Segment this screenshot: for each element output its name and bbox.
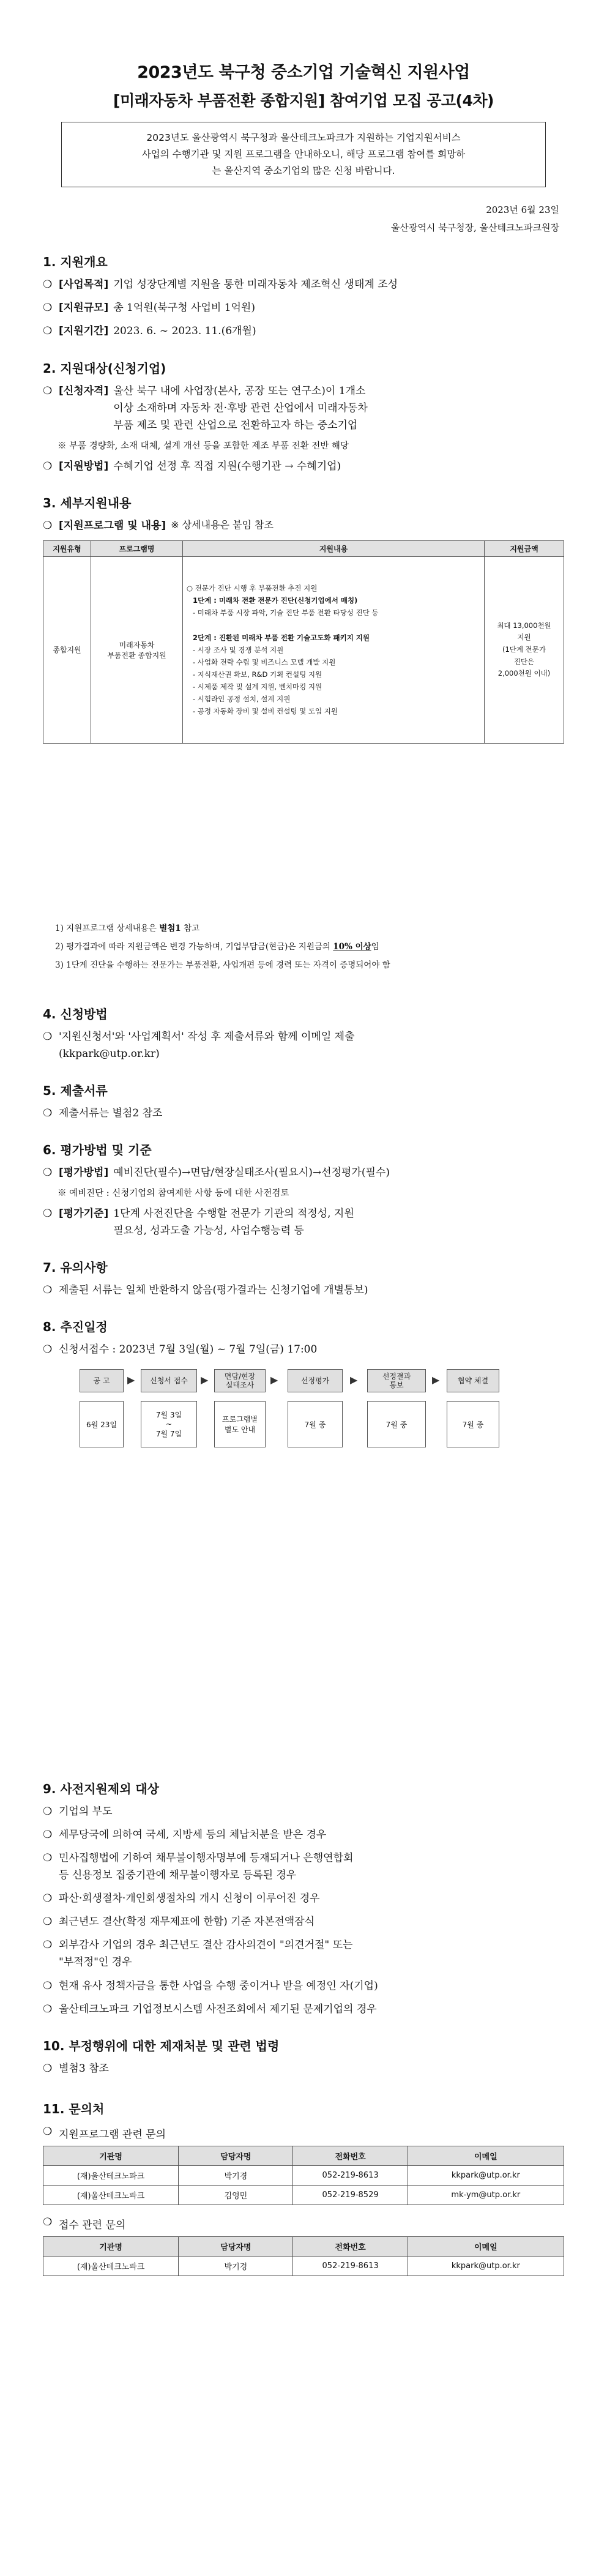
item-text [113, 1205, 564, 1239]
col-header: 담당자명 [179, 2236, 293, 2256]
exclusion-line: 등 신용정보 집중기관에 채무불이행자로 등록된 경우 [59, 1869, 297, 1882]
item-sanction [43, 2060, 564, 2077]
col-header: 지원내용 [183, 540, 485, 556]
flow-head [367, 1369, 426, 1392]
flow-body-line: ~ [165, 1420, 173, 1429]
item-purpose [43, 276, 564, 293]
flow-head-line: 면담/현장 [224, 1372, 256, 1381]
apply-line: '지원신청서'와 '사업계획서' 작성 후 제출서류와 함께 이메일 제출 [59, 1030, 355, 1043]
item-text: 2023. 6. ~ 2023. 11.(6개월) [113, 325, 256, 338]
fn-text: 참고 [181, 923, 200, 933]
detail-line: 1단계 : 미래차 전환 전문가 진단(신청기업에서 매칭) [193, 596, 358, 605]
flow-head-line: 통보 [389, 1381, 404, 1390]
item-method [43, 458, 564, 475]
section-5-title: 5. 제출서류 [43, 1083, 108, 1098]
item-text [113, 383, 564, 434]
cell-email[interactable]: mk-ym@utp.or.kr [408, 2185, 564, 2205]
bullet-icon: ❍ [43, 1979, 53, 1992]
item-key: [지원규모] [59, 302, 109, 315]
flow-arrow-icon: ▶ [270, 1374, 278, 1386]
detail-line: - 시제품 제작 및 설계 지원, 벤치마킹 지원 [193, 682, 322, 692]
flow-body [141, 1401, 197, 1447]
item-program [43, 517, 564, 534]
intro-line: 는 울산지역 중소기업의 많은 신청 바랍니다. [212, 165, 395, 177]
section-10-title: 10. 부정행위에 대한 제재처분 및 관련 법령 [43, 2038, 280, 2053]
bullet-icon: ❍ [43, 1166, 53, 1179]
support-program [91, 556, 183, 743]
item-eval-method [43, 1164, 564, 1181]
item-schedule [43, 1341, 564, 1358]
item-caution [43, 1282, 564, 1299]
notice-title: 2023년도 북구청 중소기업 기술혁신 지원사업 [137, 63, 470, 82]
bullet-icon: ❍ [43, 1939, 53, 1952]
bullet-icon: ❍ [43, 2062, 53, 2075]
col-header: 프로그램명 [91, 540, 183, 556]
col-header: 기관명 [43, 2236, 179, 2256]
schedule-flow [43, 1369, 564, 1473]
contact-sub-1 [43, 2126, 564, 2141]
support-amount [485, 556, 564, 743]
item-key: [지원방법] [59, 460, 109, 472]
item-text: 제출서류는 별첨2 참조 [59, 1107, 163, 1119]
flow-body [214, 1401, 266, 1447]
bullet-icon: ❍ [43, 1892, 53, 1905]
flow-head: 협약 체결 [447, 1369, 499, 1392]
footnote-2 [43, 939, 564, 952]
cell-email[interactable]: kkpark@utp.or.kr [408, 2256, 564, 2275]
section-4-title: 4. 신청방법 [43, 1006, 108, 1021]
support-table [43, 540, 564, 744]
intro-line: 2023년도 울산광역시 북구청과 울산테크노파크가 지원하는 기업지원서비스 [146, 132, 461, 143]
flow-head [214, 1369, 266, 1392]
section-1-title: 1. 지원개요 [43, 255, 108, 270]
bullet-icon: ❍ [43, 325, 53, 338]
exclusion-line: "부적정"인 경우 [59, 1956, 132, 1969]
fn-text: 임 [371, 941, 379, 952]
table-row [43, 2185, 564, 2205]
col-header: 이메일 [408, 2236, 564, 2256]
exclusion-line: 민사집행법에 기하여 채무불이행자명부에 등재되거나 은행연합회 [59, 1852, 354, 1865]
flow-head-line: 실태조사 [225, 1381, 255, 1390]
flow-body-line: 7월 7일 [155, 1430, 182, 1439]
exclusion-item [43, 1826, 564, 1843]
apply-line: (kkpark@utp.or.kr) [59, 1047, 160, 1060]
bullet-icon: ❍ [43, 460, 53, 472]
criteria-line: 필요성, 성과도출 가능성, 사업수행능력 등 [113, 1224, 304, 1237]
col-header: 지원금액 [485, 540, 564, 556]
flow-body: 7월 중 [288, 1401, 343, 1447]
bullet-icon: ❍ [43, 1852, 53, 1865]
section-2-title: 2. 지원대상(신청기업) [43, 360, 166, 376]
cell-person: 김영민 [179, 2185, 293, 2205]
item-text: 최근년도 결산(확정 재무제표에 한함) 기준 자본전액잠식 [59, 1916, 315, 1928]
support-type: 종합지원 [43, 556, 91, 743]
sub-title: 지원프로그램 관련 문의 [59, 2128, 166, 2141]
flow-head: 공 고 [80, 1369, 124, 1392]
cell-org: (재)울산테크노파크 [43, 2185, 179, 2205]
section-8-title: 8. 추진일정 [43, 1320, 108, 1335]
section-6-title: 6. 평가방법 및 기준 [43, 1142, 152, 1157]
flow-head: 선정평가 [288, 1369, 343, 1392]
col-header: 전화번호 [293, 2236, 408, 2256]
section-3-title: 3. 세부지원내용 [43, 495, 132, 510]
target-line: 울산 북구 내에 사업장(본사, 공장 또는 연구소)이 1개소 [113, 384, 366, 397]
amount-line: (1단계 전문가 [502, 644, 546, 654]
flow-body: 7월 중 [447, 1401, 499, 1447]
item-text [59, 1850, 564, 1884]
item-text: 수혜기업 선정 후 직접 지원(수행기관 → 수혜기업) [113, 460, 341, 472]
blank-space [43, 1473, 564, 1761]
col-header: 기관명 [43, 2146, 179, 2165]
detail-line: ○ 전문가 진단 시행 후 부품전환 추진 지원 [187, 584, 318, 593]
item-text: 신청서접수 : 2023년 7월 3일(월) ~ 7월 7일(금) 17:00 [59, 1343, 318, 1356]
item-eval-criteria [43, 1205, 564, 1239]
bullet-icon: ❍ [43, 2216, 53, 2228]
item-key: [사업목적] [59, 278, 109, 291]
item-key: [평가기준] [59, 1207, 109, 1220]
exclusion-item [43, 2001, 564, 2018]
section-11-title: 11. 문의처 [43, 2101, 105, 2116]
item-text: 울산테크노파크 기업정보시스템 사전조회에서 제기된 문제기업의 경우 [59, 2003, 377, 2015]
notice-org: 울산광역시 북구청장, 울산테크노파크원장 [390, 222, 559, 234]
fn-bold: 별첨1 [159, 923, 181, 933]
footnote-3: 3) 1단계 진단을 수행하는 전문가는 부품전환, 사업개편 등에 경력 또는 자격이 증명되어야 함 [55, 960, 390, 970]
bullet-icon: ❍ [43, 1805, 53, 1818]
contact-sub-2 [43, 2216, 564, 2231]
flow-body: 6월 23일 [80, 1401, 124, 1447]
cell-org: (재)울산테크노파크 [43, 2256, 179, 2275]
item-target [43, 383, 564, 434]
item-key: [지원프로그램 및 내용] [59, 519, 166, 532]
detail-line: - 미래차 부품 시장 파악, 기술 진단 부품 전환 타당성 진단 등 [193, 608, 379, 618]
flow-head: 신청서 접수 [141, 1369, 197, 1392]
table-row [43, 2256, 564, 2275]
table-row [43, 2165, 564, 2185]
cell-phone: 052-219-8613 [293, 2256, 408, 2275]
item-key: [신청자격] [59, 384, 109, 397]
item-text: 현재 유사 정책자금을 통한 사업을 수행 중이거나 받을 예정인 자(기업) [59, 1979, 378, 1992]
exclusion-item [43, 1850, 564, 1884]
item-text: 예비진단(필수)→면담/현장실태조사(필요시)→선정평가(필수) [113, 1166, 390, 1179]
bullet-icon: ❍ [43, 1030, 53, 1043]
exclusion-line: 외부감사 기업의 경우 최근년도 결산 감사의견이 "의견거절" 또는 [59, 1939, 353, 1952]
flow-arrow-icon: ▶ [432, 1374, 440, 1386]
item-text: 기업 성장단계별 지원을 통한 미래자동차 제조혁신 생태계 조성 [113, 278, 398, 291]
item-docs [43, 1105, 564, 1122]
bullet-icon: ❍ [43, 1207, 53, 1220]
item-text: 기업의 부도 [59, 1805, 113, 1818]
amount-line: 최대 13,000천원 [497, 621, 551, 630]
bullet-icon: ❍ [43, 302, 53, 315]
cell-person: 박기경 [179, 2165, 293, 2185]
contact-table-1 [43, 2146, 564, 2205]
detail-line: - 시장 조사 및 경쟁 분석 지원 [193, 645, 284, 654]
item-apply [43, 1028, 564, 1062]
flow-body-line: 7월 3일 [155, 1411, 182, 1420]
intro-box [61, 122, 546, 187]
detail-line: - 지식재산권 확보, R&D 기획 컨설팅 지원 [193, 670, 322, 679]
bullet-icon: ❍ [43, 1107, 53, 1119]
exclusion-item [43, 1913, 564, 1930]
fn-text: 2) 평가결과에 따라 지원금액은 변경 가능하며, 기업부담금(현금)은 지원금의 [55, 941, 333, 952]
exclusion-item [43, 1803, 564, 1820]
item-text: ※ 상세내용은 붙임 참조 [171, 518, 274, 531]
fn-text: 1) 지원프로그램 상세내용은 [55, 923, 160, 933]
detail-line: - 사업화 전략 수립 및 비즈니스 모델 개발 지원 [193, 657, 336, 666]
cell-phone: 052-219-8613 [293, 2165, 408, 2185]
program-line: 부품전환 종합지원 [107, 651, 166, 660]
item-text: 총 1억원(북구청 사업비 1억원) [113, 302, 255, 315]
notice-subtitle: [미래자동차 부품전환 종합지원] 참여기업 모집 공고(4차) [113, 92, 494, 110]
flow-body-line: 프로그램별 [222, 1415, 258, 1424]
amount-line: 진단은 [513, 657, 535, 666]
section-9-title: 9. 사전지원제외 대상 [43, 1782, 159, 1797]
program-line: 미래자동차 [119, 640, 155, 649]
item-text: 제출된 서류는 일체 반환하지 않음(평가결과는 신청기업에 개별통보) [59, 1284, 368, 1297]
flow-arrow-icon: ▶ [201, 1374, 209, 1386]
bullet-icon: ❍ [43, 278, 53, 291]
section-7-title: 7. 유의사항 [43, 1260, 108, 1275]
detail-line: 2단계 : 진환된 미래차 부품 전환 기술고도화 패키지 지원 [193, 633, 370, 642]
criteria-line: 1단계 사전진단을 수행할 전문가 기관의 적정성, 지원 [113, 1207, 354, 1220]
cell-person: 박기경 [179, 2256, 293, 2275]
item-text: 세무당국에 의하여 국세, 지방세 등의 체납처분을 받은 경우 [59, 1829, 327, 1842]
bullet-icon: ❍ [43, 1829, 53, 1842]
flow-body-line: 별도 안내 [224, 1425, 256, 1435]
item-text: 별첨3 참조 [59, 2062, 109, 2075]
target-line: 부품 제조 및 관련 산업으로 전환하고자 하는 중소기업 [113, 419, 358, 431]
item-text: 파산·회생절차·개인회생절차의 개시 신청이 이루어진 경우 [59, 1892, 320, 1905]
target-note: ※ 부품 경량화, 소재 대체, 설계 개선 등을 포함한 제조 부품 전환 전반 해당 [58, 441, 349, 451]
col-header: 이메일 [408, 2146, 564, 2165]
item-text [59, 1936, 564, 1971]
col-header: 담당자명 [179, 2146, 293, 2165]
amount-line: 지원 [517, 633, 531, 642]
fn-bold: 10% 이상 [333, 941, 371, 952]
detail-line: - 공정 자동화 장비 및 설비 컨설팅 및 도입 지원 [193, 707, 338, 716]
blank-space [43, 744, 564, 915]
contact-table-2 [43, 2236, 564, 2276]
support-content [183, 556, 485, 743]
cell-org: (재)울산테크노파크 [43, 2165, 179, 2185]
sub-title: 접수 관련 문의 [59, 2219, 126, 2231]
item-key: [평가방법] [59, 1166, 109, 1179]
target-line: 이상 소재하며 자동차 전·후방 관련 산업에서 미래자동차 [113, 401, 368, 414]
item-period [43, 323, 564, 340]
bullet-icon: ❍ [43, 2003, 53, 2015]
exclusion-item [43, 1890, 564, 1907]
bullet-icon: ❍ [43, 384, 53, 397]
cell-email[interactable]: kkpark@utp.or.kr [408, 2165, 564, 2185]
flow-arrow-icon: ▶ [127, 1374, 135, 1386]
item-text [59, 1028, 564, 1062]
bullet-icon: ❍ [43, 2125, 53, 2138]
bullet-icon: ❍ [43, 1916, 53, 1928]
bullet-icon: ❍ [43, 1284, 53, 1297]
eval-note: ※ 예비진단 : 신청기업의 참여제한 사항 등에 대한 사전검토 [58, 1188, 289, 1198]
flow-arrow-icon: ▶ [350, 1374, 358, 1386]
bullet-icon: ❍ [43, 519, 53, 532]
bullet-icon: ❍ [43, 1343, 53, 1356]
flow-head-line: 선정결과 [382, 1372, 411, 1381]
notice-date: 2023년 6월 23일 [486, 204, 559, 216]
intro-line: 사업의 수행기관 및 지원 프로그램을 안내하오니, 해당 프로그램 참여를 희망하 [141, 149, 466, 160]
cell-phone: 052-219-8529 [293, 2185, 408, 2205]
item-key: [지원기간] [59, 325, 109, 338]
amount-line: 2,000천원 이내) [497, 669, 551, 678]
detail-line: - 시험라인 공정 설치, 설계 지원 [193, 695, 291, 704]
col-header: 지원유형 [43, 540, 91, 556]
exclusion-item [43, 1977, 564, 1995]
exclusion-item [43, 1936, 564, 1971]
detail-line [187, 619, 480, 631]
item-scale [43, 299, 564, 316]
col-header: 전화번호 [293, 2146, 408, 2165]
footnote-1 [43, 921, 564, 933]
flow-body: 7월 중 [367, 1401, 426, 1447]
